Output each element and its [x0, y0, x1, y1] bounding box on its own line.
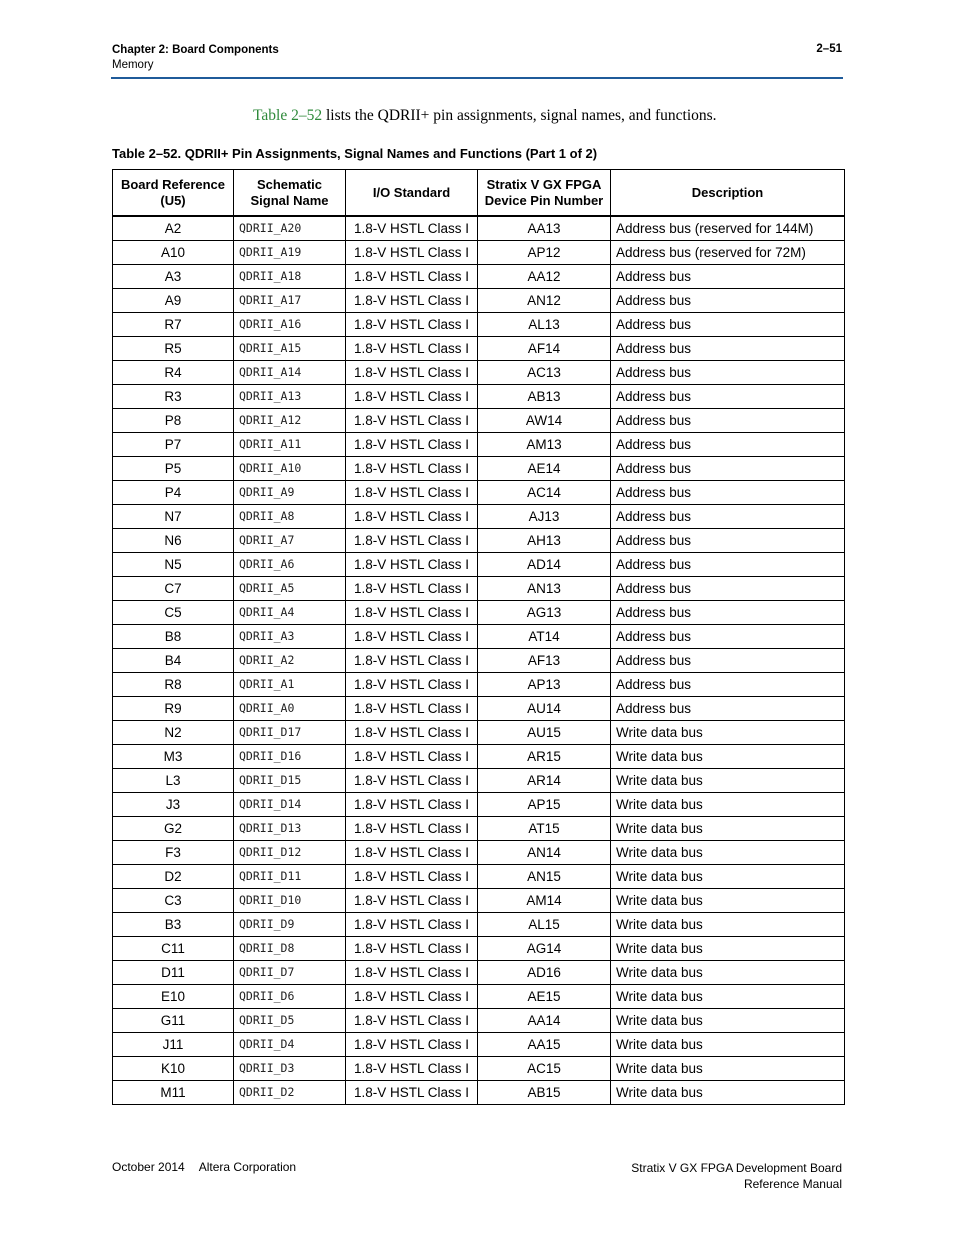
- cell-description: Address bus: [611, 409, 845, 433]
- cell-board-reference: D11: [113, 961, 234, 985]
- cell-signal-name: QDRII_D10: [234, 889, 346, 913]
- table-row: [113, 745, 845, 769]
- cell-io-standard: 1.8-V HSTL Class I: [346, 721, 478, 745]
- cell-description: Address bus (reserved for 72M): [611, 241, 845, 265]
- cell-pin-number: AE15: [478, 985, 611, 1009]
- cell-signal-name: QDRII_A8: [234, 505, 346, 529]
- cell-board-reference: C7: [113, 577, 234, 601]
- cell-signal-name: QDRII_A6: [234, 553, 346, 577]
- cell-description: Address bus: [611, 361, 845, 385]
- table-row: [113, 457, 845, 481]
- cell-signal-name: QDRII_D17: [234, 721, 346, 745]
- cell-pin-number: AF13: [478, 649, 611, 673]
- table-row: [113, 865, 845, 889]
- cell-board-reference: P8: [113, 409, 234, 433]
- cell-description: Write data bus: [611, 1033, 845, 1057]
- cell-pin-number: AB15: [478, 1081, 611, 1105]
- cell-io-standard: 1.8-V HSTL Class I: [346, 937, 478, 961]
- cell-signal-name: QDRII_D2: [234, 1081, 346, 1105]
- cell-description: Write data bus: [611, 1009, 845, 1033]
- table-row: [113, 313, 845, 337]
- cell-description: Write data bus: [611, 793, 845, 817]
- cell-pin-number: AA13: [478, 216, 611, 241]
- cell-signal-name: QDRII_A15: [234, 337, 346, 361]
- cell-pin-number: AR15: [478, 745, 611, 769]
- cell-pin-number: AC15: [478, 1057, 611, 1081]
- cell-io-standard: 1.8-V HSTL Class I: [346, 529, 478, 553]
- intro-text: lists the QDRII+ pin assignments, signal names, and functions.: [322, 107, 717, 124]
- table-row: [113, 721, 845, 745]
- cell-description: Address bus (reserved for 144M): [611, 216, 845, 241]
- cell-io-standard: 1.8-V HSTL Class I: [346, 505, 478, 529]
- cell-board-reference: R5: [113, 337, 234, 361]
- cell-description: Address bus: [611, 601, 845, 625]
- table-row: [113, 409, 845, 433]
- cell-description: Address bus: [611, 625, 845, 649]
- cell-io-standard: 1.8-V HSTL Class I: [346, 625, 478, 649]
- cell-signal-name: QDRII_A10: [234, 457, 346, 481]
- cell-board-reference: R7: [113, 313, 234, 337]
- cell-board-reference: P7: [113, 433, 234, 457]
- cell-pin-number: AN13: [478, 577, 611, 601]
- cell-signal-name: QDRII_D8: [234, 937, 346, 961]
- section-title: Memory: [112, 59, 154, 71]
- header-signal-name: Schematic Signal Name: [234, 170, 346, 217]
- cell-signal-name: QDRII_A11: [234, 433, 346, 457]
- cell-pin-number: AT15: [478, 817, 611, 841]
- table-row: [113, 361, 845, 385]
- cell-pin-number: AA15: [478, 1033, 611, 1057]
- table-row: [113, 793, 845, 817]
- pin-assignment-table: [112, 169, 845, 1105]
- cell-io-standard: 1.8-V HSTL Class I: [346, 481, 478, 505]
- cell-io-standard: 1.8-V HSTL Class I: [346, 361, 478, 385]
- cell-pin-number: AA12: [478, 265, 611, 289]
- cell-description: Address bus: [611, 697, 845, 721]
- cell-io-standard: 1.8-V HSTL Class I: [346, 216, 478, 241]
- cell-signal-name: QDRII_D3: [234, 1057, 346, 1081]
- table-row: [113, 961, 845, 985]
- table-row: [113, 505, 845, 529]
- cell-board-reference: G11: [113, 1009, 234, 1033]
- cell-io-standard: 1.8-V HSTL Class I: [346, 577, 478, 601]
- cell-board-reference: N7: [113, 505, 234, 529]
- cell-description: Write data bus: [611, 865, 845, 889]
- cell-io-standard: 1.8-V HSTL Class I: [346, 865, 478, 889]
- cell-description: Address bus: [611, 265, 845, 289]
- cell-board-reference: R4: [113, 361, 234, 385]
- cell-description: Address bus: [611, 649, 845, 673]
- cell-board-reference: A3: [113, 265, 234, 289]
- table-row: [113, 1009, 845, 1033]
- cell-board-reference: L3: [113, 769, 234, 793]
- cell-pin-number: AN14: [478, 841, 611, 865]
- cell-signal-name: QDRII_A1: [234, 673, 346, 697]
- page-footer-left: [112, 1160, 296, 1174]
- table-row: [113, 601, 845, 625]
- cell-description: Address bus: [611, 385, 845, 409]
- cell-io-standard: 1.8-V HSTL Class I: [346, 793, 478, 817]
- cell-board-reference: A2: [113, 216, 234, 241]
- cell-board-reference: A10: [113, 241, 234, 265]
- table-row: [113, 553, 845, 577]
- cell-board-reference: G2: [113, 817, 234, 841]
- cell-description: Address bus: [611, 313, 845, 337]
- table-row: [113, 937, 845, 961]
- table-row: [113, 625, 845, 649]
- table-row: [113, 985, 845, 1009]
- cell-pin-number: AM13: [478, 433, 611, 457]
- cell-io-standard: 1.8-V HSTL Class I: [346, 697, 478, 721]
- cell-description: Write data bus: [611, 769, 845, 793]
- cell-signal-name: QDRII_A0: [234, 697, 346, 721]
- cell-pin-number: AC13: [478, 361, 611, 385]
- header-io-standard: I/O Standard: [346, 170, 478, 217]
- cell-description: Address bus: [611, 529, 845, 553]
- cell-signal-name: QDRII_D16: [234, 745, 346, 769]
- table-row: [113, 649, 845, 673]
- cell-description: Address bus: [611, 433, 845, 457]
- cell-description: Address bus: [611, 481, 845, 505]
- table-row: [113, 241, 845, 265]
- cell-pin-number: AP12: [478, 241, 611, 265]
- cell-signal-name: QDRII_A20: [234, 216, 346, 241]
- cell-board-reference: R8: [113, 673, 234, 697]
- cell-pin-number: AH13: [478, 529, 611, 553]
- page-number: 2–51: [816, 43, 842, 55]
- cell-signal-name: QDRII_A2: [234, 649, 346, 673]
- cell-pin-number: AL13: [478, 313, 611, 337]
- page-footer-right: [631, 1160, 842, 1192]
- cell-description: Write data bus: [611, 1081, 845, 1105]
- cell-pin-number: AB13: [478, 385, 611, 409]
- cell-description: Address bus: [611, 673, 845, 697]
- header-board-reference: Board Reference (U5): [113, 170, 234, 217]
- cell-description: Write data bus: [611, 841, 845, 865]
- table-row: [113, 216, 845, 241]
- table-row: [113, 337, 845, 361]
- cell-io-standard: 1.8-V HSTL Class I: [346, 673, 478, 697]
- cell-signal-name: QDRII_A3: [234, 625, 346, 649]
- cell-io-standard: 1.8-V HSTL Class I: [346, 337, 478, 361]
- cell-io-standard: 1.8-V HSTL Class I: [346, 985, 478, 1009]
- cell-io-standard: 1.8-V HSTL Class I: [346, 553, 478, 577]
- cell-board-reference: N6: [113, 529, 234, 553]
- cell-pin-number: AL15: [478, 913, 611, 937]
- cell-board-reference: P4: [113, 481, 234, 505]
- table-body: [113, 216, 845, 1105]
- cell-board-reference: J11: [113, 1033, 234, 1057]
- cell-signal-name: QDRII_D5: [234, 1009, 346, 1033]
- cell-description: Write data bus: [611, 889, 845, 913]
- cell-board-reference: B8: [113, 625, 234, 649]
- table-row: [113, 1033, 845, 1057]
- table-row: [113, 1057, 845, 1081]
- cell-board-reference: K10: [113, 1057, 234, 1081]
- cell-signal-name: QDRII_D14: [234, 793, 346, 817]
- cell-pin-number: AP15: [478, 793, 611, 817]
- cell-board-reference: F3: [113, 841, 234, 865]
- footer-date: October 2014: [112, 1160, 185, 1174]
- cell-io-standard: 1.8-V HSTL Class I: [346, 1057, 478, 1081]
- cell-io-standard: 1.8-V HSTL Class I: [346, 1033, 478, 1057]
- table-row: [113, 817, 845, 841]
- cell-io-standard: 1.8-V HSTL Class I: [346, 601, 478, 625]
- header-description: Description: [611, 170, 845, 217]
- table-row: [113, 673, 845, 697]
- cell-pin-number: AG13: [478, 601, 611, 625]
- cell-io-standard: 1.8-V HSTL Class I: [346, 385, 478, 409]
- table-row: [113, 385, 845, 409]
- cell-pin-number: AF14: [478, 337, 611, 361]
- cell-io-standard: 1.8-V HSTL Class I: [346, 817, 478, 841]
- cell-description: Address bus: [611, 577, 845, 601]
- cell-pin-number: AT14: [478, 625, 611, 649]
- table-row: [113, 889, 845, 913]
- cell-io-standard: 1.8-V HSTL Class I: [346, 313, 478, 337]
- cell-board-reference: D2: [113, 865, 234, 889]
- cell-io-standard: 1.8-V HSTL Class I: [346, 841, 478, 865]
- cell-description: Write data bus: [611, 1057, 845, 1081]
- cell-board-reference: C5: [113, 601, 234, 625]
- cell-io-standard: 1.8-V HSTL Class I: [346, 289, 478, 313]
- cell-board-reference: A9: [113, 289, 234, 313]
- cell-board-reference: R9: [113, 697, 234, 721]
- cell-io-standard: 1.8-V HSTL Class I: [346, 265, 478, 289]
- cell-description: Address bus: [611, 505, 845, 529]
- table-row: [113, 529, 845, 553]
- footer-doc-subtitle: Reference Manual: [743, 1177, 842, 1191]
- cell-signal-name: QDRII_A13: [234, 385, 346, 409]
- table-header-row: [113, 170, 845, 217]
- cell-description: Write data bus: [611, 721, 845, 745]
- cell-signal-name: QDRII_D12: [234, 841, 346, 865]
- cell-pin-number: AN12: [478, 289, 611, 313]
- cell-io-standard: 1.8-V HSTL Class I: [346, 961, 478, 985]
- cell-io-standard: 1.8-V HSTL Class I: [346, 409, 478, 433]
- table-row: [113, 289, 845, 313]
- cell-board-reference: C3: [113, 889, 234, 913]
- cell-description: Write data bus: [611, 985, 845, 1009]
- cell-board-reference: J3: [113, 793, 234, 817]
- cell-board-reference: P5: [113, 457, 234, 481]
- table-row: [113, 433, 845, 457]
- cell-signal-name: QDRII_A18: [234, 265, 346, 289]
- cell-board-reference: M3: [113, 745, 234, 769]
- cell-pin-number: AP13: [478, 673, 611, 697]
- cell-pin-number: AW14: [478, 409, 611, 433]
- cell-signal-name: QDRII_D7: [234, 961, 346, 985]
- cell-signal-name: QDRII_A7: [234, 529, 346, 553]
- cell-pin-number: AN15: [478, 865, 611, 889]
- cell-signal-name: QDRII_A19: [234, 241, 346, 265]
- table-row: [113, 841, 845, 865]
- intro-paragraph: [253, 107, 717, 125]
- cell-io-standard: 1.8-V HSTL Class I: [346, 241, 478, 265]
- cell-description: Write data bus: [611, 937, 845, 961]
- cell-description: Write data bus: [611, 961, 845, 985]
- cell-signal-name: QDRII_D15: [234, 769, 346, 793]
- cell-io-standard: 1.8-V HSTL Class I: [346, 889, 478, 913]
- cell-board-reference: E10: [113, 985, 234, 1009]
- cell-io-standard: 1.8-V HSTL Class I: [346, 913, 478, 937]
- cell-signal-name: QDRII_A14: [234, 361, 346, 385]
- table-link[interactable]: Table 2–52: [253, 107, 323, 124]
- page-header-left: [112, 43, 279, 73]
- cell-description: Write data bus: [611, 913, 845, 937]
- table-row: [113, 913, 845, 937]
- header-rule: [111, 77, 843, 79]
- cell-board-reference: R3: [113, 385, 234, 409]
- cell-description: Address bus: [611, 457, 845, 481]
- cell-board-reference: N2: [113, 721, 234, 745]
- cell-pin-number: AC14: [478, 481, 611, 505]
- cell-io-standard: 1.8-V HSTL Class I: [346, 1081, 478, 1105]
- cell-signal-name: QDRII_A17: [234, 289, 346, 313]
- table-row: [113, 1081, 845, 1105]
- table-row: [113, 577, 845, 601]
- cell-pin-number: AJ13: [478, 505, 611, 529]
- cell-io-standard: 1.8-V HSTL Class I: [346, 457, 478, 481]
- cell-pin-number: AA14: [478, 1009, 611, 1033]
- cell-signal-name: QDRII_D6: [234, 985, 346, 1009]
- cell-io-standard: 1.8-V HSTL Class I: [346, 433, 478, 457]
- cell-description: Address bus: [611, 337, 845, 361]
- cell-description: Address bus: [611, 289, 845, 313]
- table-row: [113, 265, 845, 289]
- cell-io-standard: 1.8-V HSTL Class I: [346, 745, 478, 769]
- cell-io-standard: 1.8-V HSTL Class I: [346, 1009, 478, 1033]
- cell-pin-number: AD16: [478, 961, 611, 985]
- cell-pin-number: AE14: [478, 457, 611, 481]
- cell-board-reference: M11: [113, 1081, 234, 1105]
- cell-signal-name: QDRII_A4: [234, 601, 346, 625]
- chapter-title: Chapter 2: Board Components: [112, 44, 279, 56]
- cell-signal-name: QDRII_D11: [234, 865, 346, 889]
- table-row: [113, 697, 845, 721]
- cell-signal-name: QDRII_A5: [234, 577, 346, 601]
- cell-signal-name: QDRII_D13: [234, 817, 346, 841]
- cell-pin-number: AM14: [478, 889, 611, 913]
- cell-description: Write data bus: [611, 745, 845, 769]
- cell-signal-name: QDRII_A9: [234, 481, 346, 505]
- table-row: [113, 481, 845, 505]
- cell-io-standard: 1.8-V HSTL Class I: [346, 769, 478, 793]
- footer-company: Altera Corporation: [198, 1160, 297, 1174]
- cell-io-standard: 1.8-V HSTL Class I: [346, 649, 478, 673]
- cell-board-reference: C11: [113, 937, 234, 961]
- table-row: [113, 769, 845, 793]
- cell-signal-name: QDRII_A16: [234, 313, 346, 337]
- cell-signal-name: QDRII_D9: [234, 913, 346, 937]
- cell-pin-number: AU14: [478, 697, 611, 721]
- cell-pin-number: AU15: [478, 721, 611, 745]
- table-caption: Table 2–52. QDRII+ Pin Assignments, Signal Names and Functions (Part 1 of 2): [112, 146, 598, 161]
- cell-pin-number: AG14: [478, 937, 611, 961]
- cell-board-reference: B3: [113, 913, 234, 937]
- cell-signal-name: QDRII_A12: [234, 409, 346, 433]
- cell-pin-number: AD14: [478, 553, 611, 577]
- footer-doc-title: Stratix V GX FPGA Development Board: [631, 1161, 842, 1175]
- header-pin-number: Stratix V GX FPGA Device Pin Number: [478, 170, 611, 217]
- cell-pin-number: AR14: [478, 769, 611, 793]
- cell-signal-name: QDRII_D4: [234, 1033, 346, 1057]
- cell-description: Address bus: [611, 553, 845, 577]
- cell-description: Write data bus: [611, 817, 845, 841]
- cell-board-reference: B4: [113, 649, 234, 673]
- cell-board-reference: N5: [113, 553, 234, 577]
